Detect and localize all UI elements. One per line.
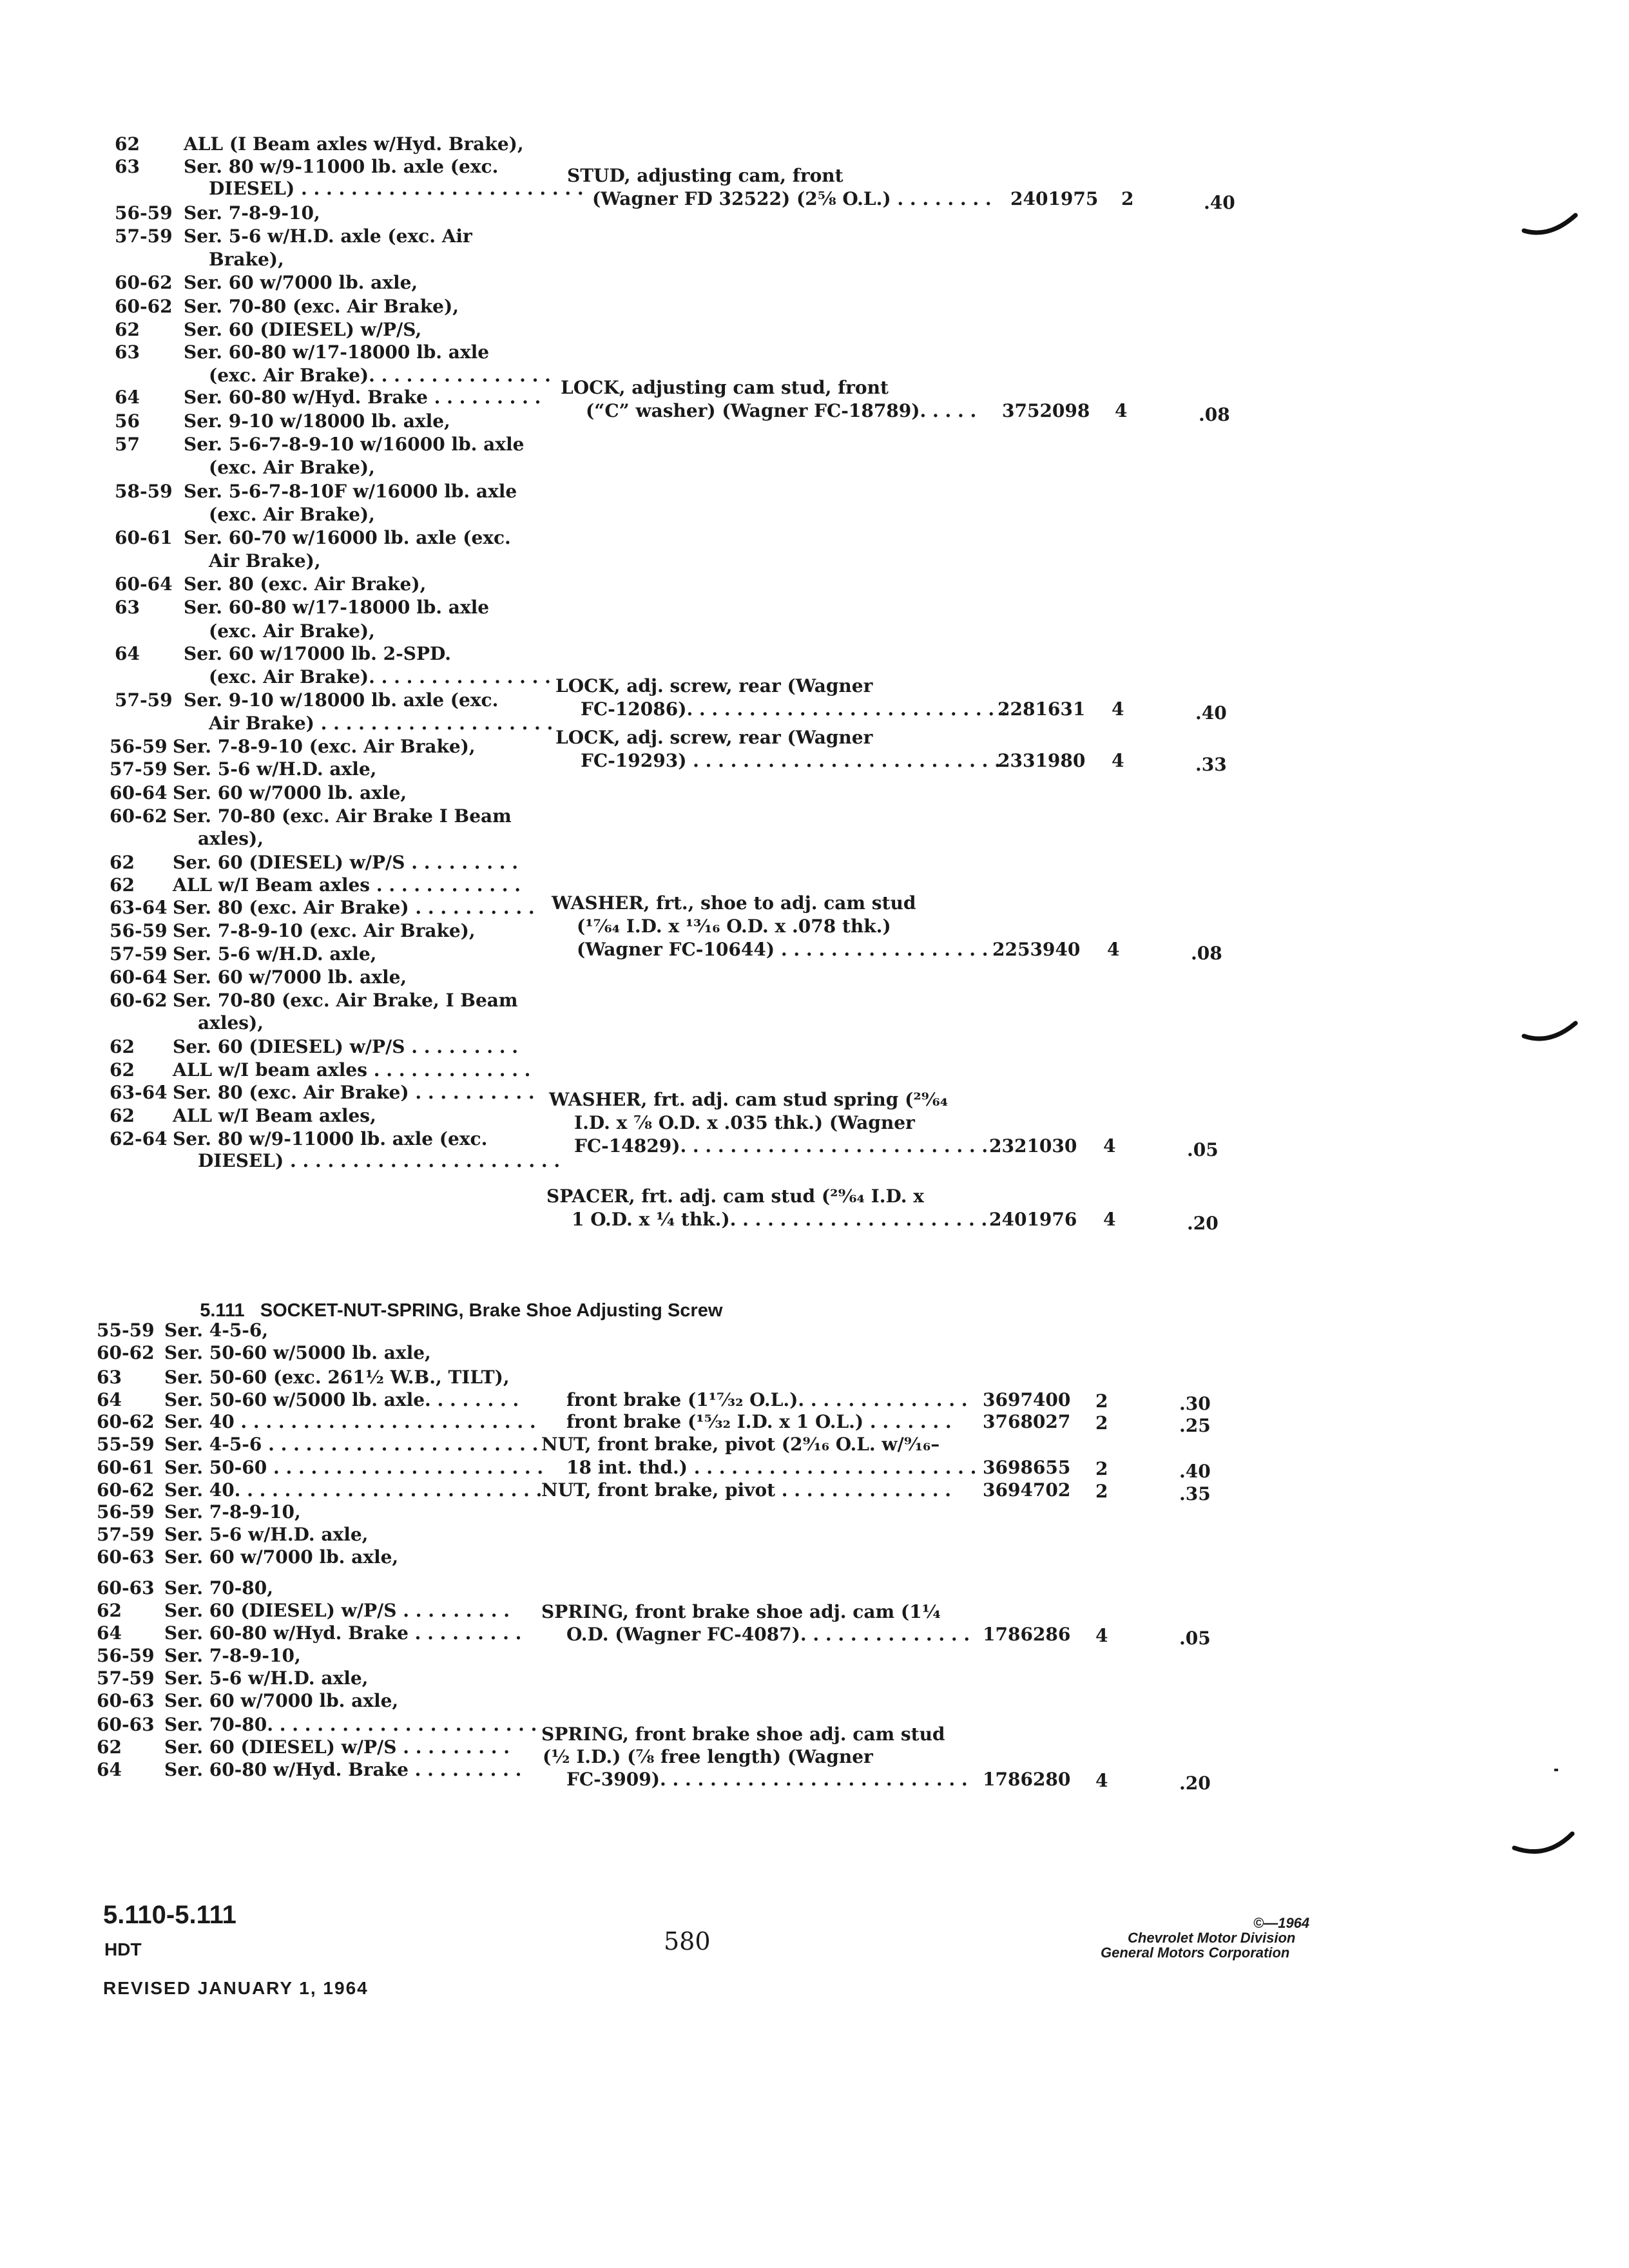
speck-mark — [1554, 1769, 1558, 1771]
part-description: 18 int. thd.) . . . . . . . . . . . . . . . . . . . . . . . — [541, 1457, 977, 1478]
model-years: 60-63 — [97, 1714, 155, 1735]
application: Ser. 7-8-9-10, — [164, 1501, 301, 1523]
quantity: 2 — [1095, 1390, 1108, 1412]
price: .33 — [1195, 754, 1227, 775]
application: Ser. 60-80 w/Hyd. Brake . . . . . . . . . — [184, 387, 541, 408]
model-years: 64 — [97, 1759, 122, 1780]
model-years: 62 — [110, 852, 135, 873]
application: Ser. 70-80 (exc. Air Brake I Beam — [173, 805, 512, 827]
application: Ser. 7-8-9-10 (exc. Air Brake), — [173, 920, 476, 941]
application: ALL w/I Beam axles, — [173, 1105, 376, 1126]
model-years: 62 — [97, 1600, 122, 1621]
model-years: 60-63 — [97, 1577, 155, 1599]
application: Ser. 4-5-6 . . . . . . . . . . . . . . . . . . . . . . — [164, 1434, 539, 1455]
footer-code: HDT — [104, 1939, 142, 1959]
model-years: 64 — [97, 1389, 122, 1410]
application: DIESEL) . . . . . . . . . . . . . . . . . . . . . . — [173, 1150, 561, 1171]
quantity: 2 — [1121, 188, 1134, 209]
part-description: front brake (1¹⁷⁄₃₂ O.L.). . . . . . . . . . . . . . — [541, 1389, 968, 1410]
model-years: 60-63 — [97, 1690, 155, 1711]
application: Ser. 60 w/7000 lb. axle, — [173, 966, 407, 988]
quantity: 4 — [1103, 1135, 1116, 1157]
quantity: 2 — [1095, 1458, 1108, 1479]
application: ALL (I Beam axles w/Hyd. Brake), — [184, 133, 524, 155]
application: Ser. 60 w/7000 lb. axle, — [173, 782, 407, 803]
model-years: 57-59 — [97, 1667, 155, 1689]
model-years: 57-59 — [115, 226, 173, 247]
quantity: 4 — [1095, 1625, 1108, 1646]
model-years: 63 — [115, 597, 140, 618]
application: Air Brake), — [184, 550, 321, 572]
part-description-cont: (Wagner FD 32522) (2⅝ O.L.) . . . . . . . . — [567, 188, 992, 209]
price: .05 — [1187, 1139, 1219, 1160]
model-years: 55-59 — [97, 1434, 155, 1455]
model-years: 62 — [115, 319, 140, 340]
part-description: front brake (¹⁵⁄₃₂ I.D. x 1 O.L.) . . . . . . . — [541, 1411, 952, 1432]
model-years: 56-59 — [115, 202, 173, 224]
price: .40 — [1179, 1461, 1211, 1482]
footer-revised: REVISED JANUARY 1, 1964 — [103, 1978, 369, 1998]
price: .08 — [1199, 404, 1230, 425]
part-description: (½ I.D.) (⅞ free length) (Wagner — [543, 1746, 873, 1767]
application: Ser. 50-60 (exc. 261½ W.B., TILT), — [164, 1367, 510, 1388]
application: Ser. 5-6 w/H.D. axle, — [164, 1667, 369, 1689]
application: Ser. 80 (exc. Air Brake), — [184, 573, 427, 595]
price: .20 — [1187, 1213, 1219, 1234]
quantity: 2 — [1095, 1412, 1108, 1434]
model-years: 62 — [110, 1105, 135, 1126]
binder-mark-1 — [1521, 206, 1585, 245]
model-years: 64 — [97, 1622, 122, 1644]
model-years: 60-62 — [110, 990, 168, 1011]
binder-mark-2 — [1521, 1018, 1585, 1057]
application: Ser. 60 w/7000 lb. axle, — [164, 1546, 399, 1568]
application: Ser. 70-80 (exc. Air Brake), — [184, 296, 459, 317]
model-years: 60-64 — [115, 573, 173, 595]
model-years: 63-64 — [110, 897, 168, 918]
part-number: 2401976 — [989, 1209, 1077, 1230]
quantity: 2 — [1095, 1481, 1108, 1502]
model-years: 64 — [115, 643, 140, 664]
model-years: 62 — [97, 1736, 122, 1758]
model-years: 56-59 — [110, 920, 168, 941]
model-years: 62 — [115, 133, 140, 155]
application: Ser. 60 (DIESEL) w/P/S . . . . . . . . . — [173, 1036, 518, 1057]
part-description: NUT, front brake, pivot (2⁹⁄₁₆ O.L. w/⁹⁄₁₆– — [541, 1434, 940, 1455]
model-years: 56 — [115, 410, 140, 432]
application: Ser. 40. . . . . . . . . . . . . . . . . . . . . . . . . — [164, 1479, 543, 1501]
quantity: 4 — [1115, 400, 1128, 421]
application: Ser. 60 w/17000 lb. 2-SPD. — [184, 643, 452, 664]
price: .05 — [1179, 1628, 1211, 1649]
model-years: 56-59 — [97, 1501, 155, 1523]
application: Ser. 4-5-6, — [164, 1320, 269, 1341]
footer-section-ref: 5.110-5.111 — [103, 1901, 236, 1929]
model-years: 60-61 — [97, 1457, 155, 1478]
part-description: SPRING, front brake shoe adj. cam stud — [541, 1724, 945, 1745]
part-number: 2321030 — [989, 1135, 1077, 1157]
quantity: 4 — [1095, 1770, 1108, 1791]
part-number: 2281631 — [998, 698, 1086, 720]
model-years: 60-62 — [97, 1411, 155, 1432]
model-years: 60-62 — [97, 1342, 155, 1363]
application: Ser. 70-80. . . . . . . . . . . . . . . . . . . . . . — [164, 1714, 537, 1735]
model-years: 62 — [110, 874, 135, 896]
model-years: 56-59 — [97, 1645, 155, 1666]
application: Brake), — [184, 249, 284, 270]
application: Ser. 60 (DIESEL) w/P/S . . . . . . . . . — [173, 852, 518, 873]
model-years: 60-62 — [97, 1479, 155, 1501]
price: .08 — [1191, 943, 1222, 964]
application: Ser. 50-60 w/5000 lb. axle, — [164, 1342, 431, 1363]
application: Ser. 50-60 . . . . . . . . . . . . . . . . . . . . . . — [164, 1457, 544, 1478]
application: Ser. 70-80, — [164, 1577, 274, 1599]
application: Ser. 7-8-9-10 (exc. Air Brake), — [173, 736, 476, 757]
model-years: 62 — [110, 1036, 135, 1057]
application: axles), — [173, 828, 264, 849]
application: Ser. 60-80 w/17-18000 lb. axle — [184, 597, 490, 618]
section-number: 5.111 — [200, 1300, 245, 1321]
application: (exc. Air Brake). . . . . . . . . . . . . . . — [184, 365, 551, 386]
part-description: LOCK, adjusting cam stud, front — [561, 377, 889, 398]
section-title: SOCKET-NUT-SPRING, Brake Shoe Adjusting Screw — [260, 1300, 723, 1321]
part-description: FC-3909). . . . . . . . . . . . . . . . . . . . . . . . . — [541, 1769, 968, 1790]
application: Ser. 5-6 w/H.D. axle, — [173, 943, 377, 965]
application: Ser. 5-6 w/H.D. axle, — [173, 758, 377, 780]
part-number: 3752098 — [1002, 400, 1090, 421]
application: Ser. 80 (exc. Air Brake) . . . . . . . . . . — [173, 897, 535, 918]
application: Ser. 60 w/7000 lb. axle, — [184, 272, 418, 293]
footer-division: Chevrolet Motor Division — [1128, 1930, 1296, 1946]
application: Ser. 40 . . . . . . . . . . . . . . . . . . . . . . . . — [164, 1411, 536, 1432]
part-number: 3768027 — [983, 1411, 1071, 1432]
application: Ser. 9-10 w/18000 lb. axle (exc. — [184, 689, 499, 711]
model-years: 57 — [115, 434, 140, 455]
application: Ser. 60 w/7000 lb. axle, — [164, 1690, 399, 1711]
application: Ser. 7-8-9-10, — [184, 202, 320, 224]
part-description-cont: FC-14829). . . . . . . . . . . . . . . . . . . . . . . . . — [549, 1135, 988, 1157]
model-years: 60-62 — [115, 296, 173, 317]
model-years: 63 — [115, 341, 140, 363]
price: .30 — [1179, 1393, 1211, 1414]
application: ALL w/I Beam axles . . . . . . . . . . . . — [173, 874, 521, 896]
application: Ser. 5-6 w/H.D. axle (exc. Air — [184, 226, 472, 247]
part-description: LOCK, adj. screw, rear (Wagner — [555, 727, 873, 748]
application: Ser. 5-6 w/H.D. axle, — [164, 1524, 369, 1545]
price: .40 — [1204, 192, 1235, 213]
application: Ser. 60-80 w/17-18000 lb. axle — [184, 341, 490, 363]
part-number: 2253940 — [992, 939, 1081, 960]
application: DIESEL) . . . . . . . . . . . . . . . . . . . . . . . — [184, 178, 584, 199]
model-years: 62 — [110, 1059, 135, 1081]
part-description-cont: (¹⁷⁄₆₄ I.D. x ¹³⁄₁₆ O.D. x .078 thk.) — [552, 916, 891, 937]
application: (exc. Air Brake), — [184, 457, 375, 478]
model-years: 56-59 — [110, 736, 168, 757]
application: Ser. 60 (DIESEL) w/P/S . . . . . . . . . — [164, 1600, 510, 1621]
part-number: 3697400 — [983, 1389, 1071, 1410]
model-years: 57-59 — [110, 943, 168, 965]
model-years: 57-59 — [115, 689, 173, 711]
application: Ser. 5-6-7-8-10F w/16000 lb. axle — [184, 481, 517, 502]
application: Ser. 60 (DIESEL) w/P/S, — [184, 319, 422, 340]
part-number: 2331980 — [998, 750, 1086, 771]
quantity: 4 — [1103, 1209, 1116, 1230]
part-number: 2401975 — [1010, 188, 1099, 209]
part-description: STUD, adjusting cam, front — [567, 165, 843, 186]
application: Air Brake) . . . . . . . . . . . . . . . . . . . — [184, 713, 554, 734]
part-description: SPRING, front brake shoe adj. cam (1¼ — [541, 1601, 941, 1622]
model-years: 60-62 — [115, 272, 173, 293]
quantity: 4 — [1112, 750, 1124, 771]
price: .40 — [1195, 702, 1227, 724]
model-years: 63-64 — [110, 1082, 168, 1103]
part-description-cont: (“C” washer) (Wagner FC-18789). . . . . — [561, 400, 977, 421]
application: Ser. 60-80 w/Hyd. Brake . . . . . . . . . — [164, 1759, 522, 1780]
quantity: 4 — [1112, 698, 1124, 720]
model-years: 60-62 — [110, 805, 168, 827]
part-description: SPACER, frt. adj. cam stud (²⁹⁄₆₄ I.D. x — [546, 1186, 924, 1207]
part-description-cont: (Wagner FC-10644) . . . . . . . . . . . . . . . . . — [552, 939, 988, 960]
application: Ser. 50-60 w/5000 lb. axle. . . . . . . . — [164, 1389, 519, 1410]
application: Ser. 80 w/9-11000 lb. axle (exc. — [173, 1128, 488, 1149]
part-description: WASHER, frt., shoe to adj. cam stud — [552, 892, 916, 914]
application: ALL w/I beam axles . . . . . . . . . . . . . — [173, 1059, 531, 1081]
model-years: 63 — [97, 1367, 122, 1388]
application: (exc. Air Brake), — [184, 504, 375, 525]
model-years: 57-59 — [110, 758, 168, 780]
part-number: 1786286 — [983, 1624, 1071, 1645]
footer-corporation: General Motors Corporation — [1101, 1945, 1290, 1961]
model-years: 60-61 — [115, 527, 173, 548]
application: Ser. 9-10 w/18000 lb. axle, — [184, 410, 450, 432]
price: .35 — [1179, 1483, 1211, 1504]
model-years: 60-63 — [97, 1546, 155, 1568]
model-years: 64 — [115, 387, 140, 408]
part-number: 1786280 — [983, 1769, 1071, 1790]
part-description: LOCK, adj. screw, rear (Wagner — [555, 675, 873, 697]
footer-copyright: ©—1964 — [1253, 1915, 1310, 1931]
page-number: 580 — [664, 1927, 711, 1956]
application: Ser. 70-80 (exc. Air Brake, I Beam — [173, 990, 518, 1011]
application: Ser. 60 (DIESEL) w/P/S . . . . . . . . . — [164, 1736, 510, 1758]
application: Ser. 60-80 w/Hyd. Brake . . . . . . . . . — [164, 1622, 522, 1644]
model-years: 60-64 — [110, 782, 168, 803]
application: Ser. 60-70 w/16000 lb. axle (exc. — [184, 527, 511, 548]
part-number: 3698655 — [983, 1457, 1071, 1478]
part-description-cont: FC-12086). . . . . . . . . . . . . . . . . . . . . . . . . . — [555, 698, 1007, 720]
part-description-cont: 1 O.D. x ¼ thk.). . . . . . . . . . . . . . . . . . . . . — [546, 1209, 988, 1230]
application: Ser. 7-8-9-10, — [164, 1645, 301, 1666]
model-years: 57-59 — [97, 1524, 155, 1545]
application: Ser. 80 (exc. Air Brake) . . . . . . . . . . — [173, 1082, 535, 1103]
model-years: 58-59 — [115, 481, 173, 502]
part-description: WASHER, frt. adj. cam stud spring (²⁹⁄₆₄ — [549, 1089, 949, 1110]
quantity: 4 — [1107, 939, 1120, 960]
part-description-cont: I.D. x ⅞ O.D. x .035 thk.) (Wagner — [549, 1112, 915, 1133]
part-description: NUT, front brake, pivot . . . . . . . . . . . . . . — [541, 1479, 952, 1501]
model-years: 55-59 — [97, 1320, 155, 1341]
model-years: 60-64 — [110, 966, 168, 988]
part-description: O.D. (Wagner FC-4087). . . . . . . . . . . . . . — [541, 1624, 970, 1645]
application: axles), — [173, 1012, 264, 1033]
application: Ser. 80 w/9-11000 lb. axle (exc. — [184, 156, 499, 177]
application: Ser. 5-6-7-8-9-10 w/16000 lb. axle — [184, 434, 525, 455]
application: (exc. Air Brake). . . . . . . . . . . . . . . — [184, 666, 551, 687]
model-years: 63 — [115, 156, 140, 177]
price: .20 — [1179, 1773, 1211, 1794]
application: (exc. Air Brake), — [184, 620, 375, 642]
model-years: 62-64 — [110, 1128, 168, 1149]
part-description-cont: FC-19293) . . . . . . . . . . . . . . . . . . . . . . . . . — [555, 750, 1001, 771]
part-number: 3694702 — [983, 1479, 1071, 1501]
price: .25 — [1179, 1415, 1211, 1436]
binder-mark-3 — [1511, 1830, 1582, 1869]
